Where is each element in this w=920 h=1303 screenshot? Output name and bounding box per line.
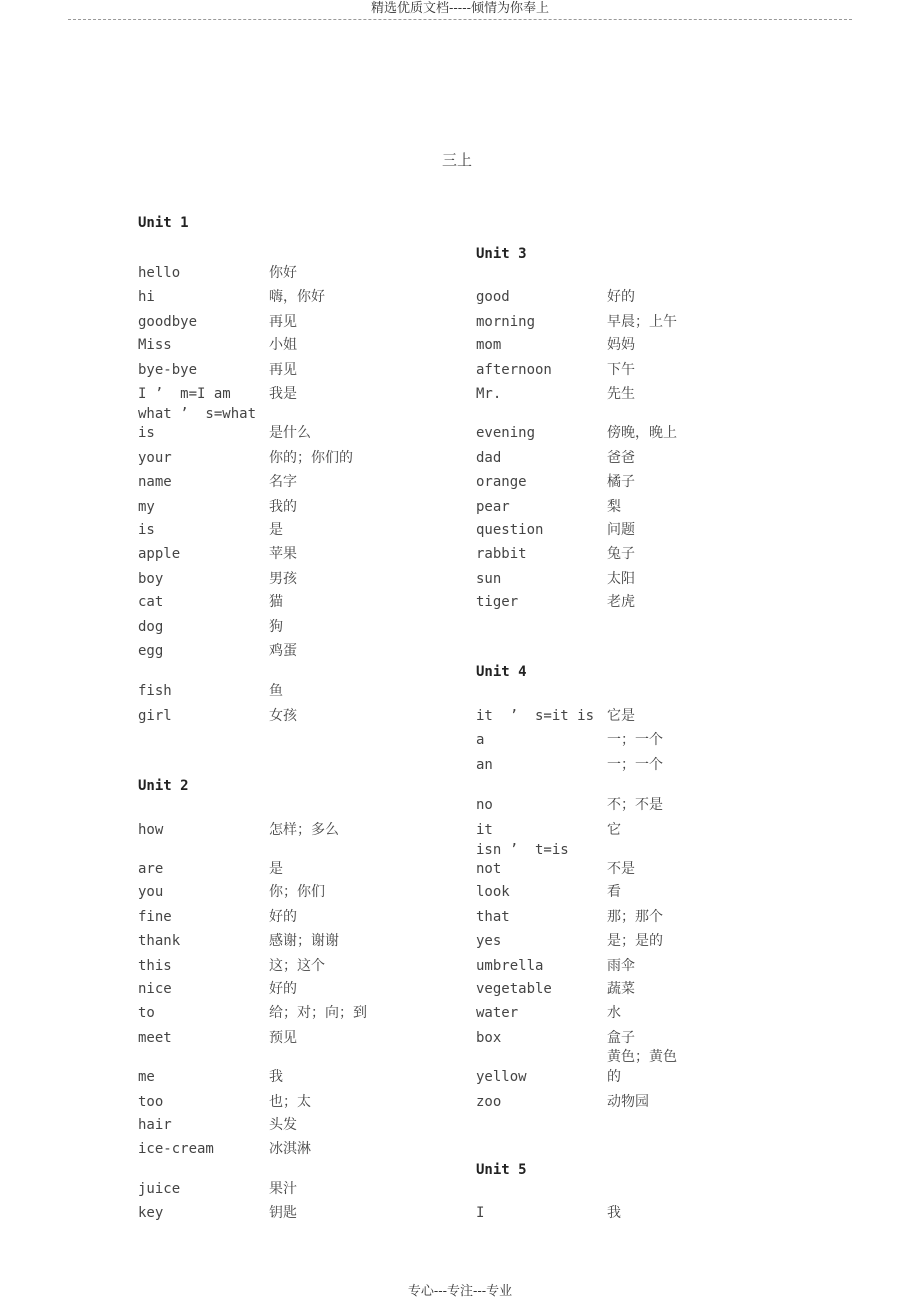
chinese-meaning: 冰淇淋 [269,1141,311,1157]
english-word: hair [138,1117,172,1133]
chinese-meaning: 雨伞 [607,958,635,974]
chinese-meaning: 怎样；多么 [269,822,339,838]
english-word: rabbit [476,546,527,562]
english-word: your [138,450,172,466]
english-word: I [476,1205,485,1221]
chinese-meaning: 给；对；向；到 [269,1005,367,1021]
english-word: hello [138,265,181,281]
chinese-meaning: 女孩 [269,708,297,724]
chinese-meaning: 一；一个 [607,732,663,748]
english-word: isn ’ t=is [476,842,569,858]
english-word: thank [138,933,181,949]
chinese-meaning: 爸爸 [607,450,635,466]
english-word: juice [138,1181,181,1197]
chinese-meaning: 它 [607,822,621,838]
english-word: sun [476,571,502,587]
english-word: I ’ m=I am [138,386,231,402]
chinese-meaning: 早晨；上午 [607,314,677,330]
chinese-meaning: 先生 [607,386,635,402]
english-word: this [138,958,172,974]
chinese-meaning: 我 [607,1205,621,1221]
chinese-meaning: 傍晚，晚上 [607,425,677,441]
english-word: key [138,1205,164,1221]
english-word: pear [476,499,510,515]
chinese-meaning: 你好 [269,265,297,281]
english-word: apple [138,546,181,562]
page-footer: 专心---专注---专业 [407,1284,513,1299]
english-word: box [476,1030,502,1046]
english-word: ice-cream [138,1141,214,1157]
chinese-meaning: 问题 [607,522,635,538]
chinese-meaning: 嗨，你好 [269,289,325,305]
chinese-meaning: 好的 [607,289,635,305]
english-word: bye-bye [138,362,198,378]
chinese-meaning: 那；那个 [607,909,663,925]
english-word: me [138,1069,155,1085]
english-word: egg [138,643,164,659]
english-word: you [138,884,164,900]
chinese-meaning: 你；你们 [269,884,325,900]
page-title: 三上 [441,151,472,169]
chinese-meaning: 这；这个 [269,958,325,974]
unit-heading: Unit 1 [138,215,189,231]
english-word: goodbye [138,314,198,330]
chinese-meaning: 也；太 [269,1094,311,1110]
english-word: fish [138,683,172,699]
english-word: afternoon [476,362,552,378]
unit-heading: Unit 4 [476,664,527,680]
chinese-meaning: 不；不是 [607,797,663,813]
english-word: how [138,822,164,838]
chinese-meaning: 预见 [269,1030,297,1046]
english-word: hi [138,289,155,305]
english-word: it [476,822,493,838]
chinese-meaning: 盒子 [607,1030,635,1046]
chinese-meaning: 好的 [269,909,297,925]
english-word: is [138,425,155,441]
chinese-meaning: 是 [269,522,283,538]
english-word: is [138,522,155,538]
chinese-meaning: 鸡蛋 [269,643,297,659]
chinese-meaning: 你的；你们的 [269,450,353,466]
english-word: fine [138,909,172,925]
chinese-meaning: 果汁 [269,1181,297,1197]
english-word: dad [476,450,502,466]
chinese-meaning: 钥匙 [269,1205,297,1221]
chinese-meaning: 鱼 [269,683,283,699]
unit-heading: Unit 3 [476,246,527,262]
chinese-meaning: 梨 [607,499,621,515]
english-word: name [138,474,172,490]
english-word: too [138,1094,164,1110]
english-word: zoo [476,1094,502,1110]
english-word: meet [138,1030,172,1046]
chinese-meaning: 看 [607,884,621,900]
english-word: yes [476,933,502,949]
chinese-meaning: 再见 [269,362,297,378]
english-word: to [138,1005,155,1021]
chinese-meaning: 我的 [269,499,297,515]
chinese-meaning: 感谢；谢谢 [269,933,339,949]
chinese-meaning: 狗 [269,619,283,635]
english-word: dog [138,619,164,635]
chinese-meaning: 是；是的 [607,933,663,949]
english-word: what ’ s=what [138,406,257,422]
chinese-meaning: 它是 [607,708,635,724]
chinese-meaning: 兔子 [607,546,635,562]
chinese-meaning: 水 [607,1005,621,1021]
chinese-meaning: 头发 [269,1117,297,1133]
english-word: question [476,522,544,538]
english-word: water [476,1005,519,1021]
english-word: mom [476,337,502,353]
english-word: an [476,757,493,773]
english-word: my [138,499,155,515]
chinese-meaning: 蔬菜 [607,981,635,997]
chinese-meaning: 是什么 [269,425,311,441]
chinese-meaning: 是 [269,861,283,877]
chinese-meaning: 苹果 [269,546,297,562]
english-word: not [476,861,502,877]
chinese-meaning: 老虎 [607,594,635,610]
english-word: that [476,909,510,925]
english-word: morning [476,314,536,330]
english-word: look [476,884,510,900]
chinese-meaning: 名字 [269,474,297,490]
chinese-meaning: 橘子 [607,474,635,490]
chinese-meaning: 的 [607,1069,621,1085]
english-word: Mr. [476,386,502,402]
unit-heading: Unit 2 [138,778,189,794]
chinese-meaning: 男孩 [269,571,297,587]
english-word: boy [138,571,164,587]
english-word: no [476,797,493,813]
english-word: umbrella [476,958,544,974]
english-word: vegetable [476,981,552,997]
english-word: evening [476,425,536,441]
chinese-meaning: 不是 [607,861,635,877]
page-header: 精选优质文档-----倾情为你奉上 [68,0,852,20]
chinese-meaning: 我是 [269,386,297,402]
chinese-meaning: 猫 [269,594,283,610]
english-word: good [476,289,510,305]
english-word: orange [476,474,527,490]
english-word: Miss [138,337,172,353]
english-word: tiger [476,594,519,610]
chinese-meaning: 妈妈 [607,337,635,353]
english-word: yellow [476,1069,527,1085]
chinese-meaning: 动物园 [607,1094,649,1110]
english-word: a [476,732,485,748]
english-word: are [138,861,164,877]
chinese-meaning: 太阳 [607,571,635,587]
english-word: cat [138,594,164,610]
chinese-meaning: 再见 [269,314,297,330]
english-word: girl [138,708,172,724]
english-word: it ’ s=it is [476,708,595,724]
chinese-meaning: 小姐 [269,337,297,353]
english-word: nice [138,981,172,997]
chinese-meaning: 下午 [607,362,635,378]
chinese-meaning: 黄色；黄色 [607,1049,677,1065]
chinese-meaning: 一；一个 [607,757,663,773]
chinese-meaning: 我 [269,1069,283,1085]
unit-heading: Unit 5 [476,1162,527,1178]
chinese-meaning: 好的 [269,981,297,997]
